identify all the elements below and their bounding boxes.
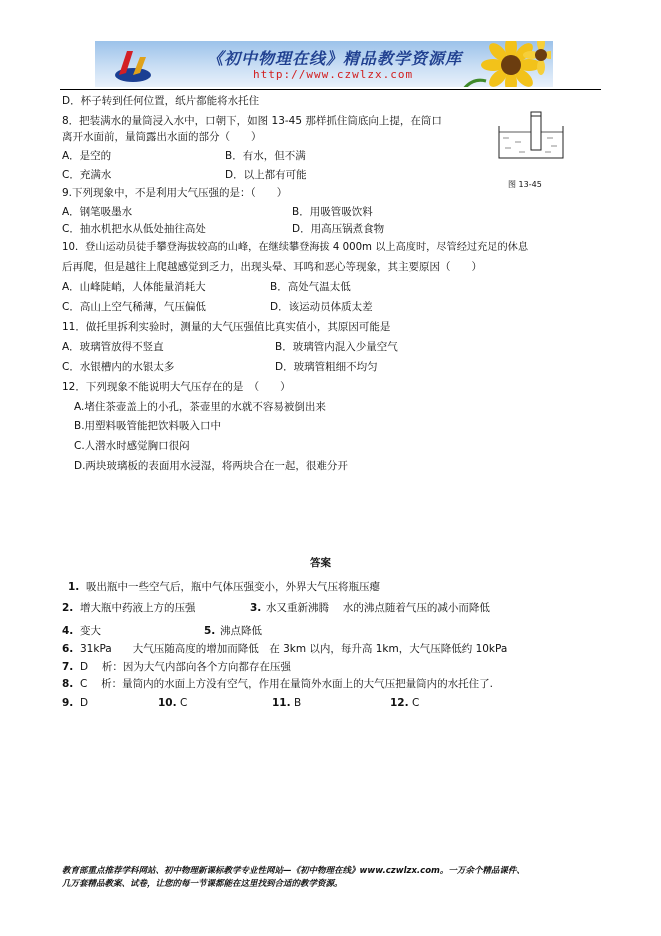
answer-3-number: 3.	[250, 602, 262, 614]
header-banner	[95, 41, 553, 87]
q9-option-d: D．用高压锅煮食物	[292, 223, 385, 235]
answer-1-number: 1.	[68, 581, 80, 593]
q10-stem-line1: 10．登山运动员徒手攀登海拔较高的山峰，在继续攀登海拔 4 000m 以上高度时，尽管经过充足的休息	[62, 242, 529, 253]
q11-option-c: C．水银槽内的水银太多	[62, 361, 175, 373]
site-logo-icon	[113, 47, 157, 85]
answer-12-number: 12.	[390, 697, 409, 709]
answer-9-text: D	[80, 697, 89, 709]
q12-option-d: D.两块玻璃板的表面用水浸湿，将两块合在一起，很难分开	[74, 460, 348, 472]
footer-line-2: 几万套精品教案、试卷，让您的每一节课都能在这里找到合适的教学资源。	[62, 879, 343, 889]
q9-option-c: C．抽水机把水从低处抽往高处	[62, 223, 206, 235]
answer-10-number: 10.	[158, 697, 177, 709]
figure-13-45-diagram	[497, 110, 567, 172]
q12-option-b: B.用塑料吸管能把饮料吸入口中	[74, 420, 222, 432]
q10-option-d: D．该运动员体质太差	[270, 301, 373, 313]
q10-option-c: C．高山上空气稀薄，气压偏低	[62, 301, 206, 313]
q12-stem: 12．下列现象不能说明大气压存在的是 （ ）	[62, 381, 291, 393]
q11-option-b: B．玻璃管内混入少量空气	[275, 341, 398, 353]
answer-2-text: 增大瓶中药液上方的压强	[80, 602, 196, 614]
answers-heading: 答案	[310, 557, 331, 569]
answer-10-text: C	[180, 697, 188, 709]
q9-option-b: B．用吸管吸饮料	[292, 206, 373, 218]
q12-option-a: A.堵住茶壶盖上的小孔，茶壶里的水就不容易被倒出来	[74, 401, 326, 413]
answer-5-text: 沸点降低	[220, 625, 262, 637]
answer-5-number: 5.	[204, 625, 216, 637]
q11-option-d: D．玻璃管粗细不均匀	[275, 361, 378, 373]
q10-option-a: A．山峰陡峭，人体能量消耗大	[62, 281, 206, 293]
q8-option-d: D．以上都有可能	[225, 169, 307, 181]
banner-slogan: 《初中物理在线》精品教学资源库	[207, 49, 463, 68]
answer-12-text: C	[412, 697, 420, 709]
answer-6-text: 31kPa 大气压随高度的增加而降低 在 3km 以内，每升高 1km，大气压降低约 10kPa	[80, 643, 508, 655]
sunflower-icon	[441, 41, 551, 87]
q10-option-b: B．高处气温太低	[270, 281, 351, 293]
banner-url[interactable]: http://www.czwlzx.com	[253, 68, 414, 81]
figure-caption: 图 13-45	[508, 180, 542, 189]
answer-2-number: 2.	[62, 602, 74, 614]
answer-4-text: 变大	[80, 625, 101, 637]
q11-option-a: A．玻璃管放得不竖直	[62, 341, 164, 353]
q7-option-d: D．杯子转到任何位置，纸片都能将水托住	[62, 95, 260, 107]
answer-1-text: 吸出瓶中一些空气后，瓶中气体压强变小，外界大气压将瓶压瘪	[86, 581, 380, 593]
q9-stem: 9.下列现象中，不是利用大气压强的是：（ ）	[62, 187, 288, 199]
q8-stem-line2: 离开水面前，量筒露出水面的部分（ ）	[62, 131, 262, 143]
q11-stem: 11．做托里拆利实验时，测量的大气压强值比真实值小，其原因可能是	[62, 321, 391, 333]
answer-9-number: 9.	[62, 697, 74, 709]
q8-stem-line1: 8．把装满水的量筒浸入水中，口朝下，如图 13-45 那样抓住筒底向上提，在筒口	[62, 115, 442, 127]
answer-6-number: 6.	[62, 643, 74, 655]
footer-line-1: 教育部重点推荐学科网站、初中物理新课标教学专业性网站—《初中物理在线》www.czwlzx.com。一万余个精品课件、	[62, 866, 525, 876]
header-rule	[60, 89, 601, 90]
answer-11-number: 11.	[272, 697, 291, 709]
q12-option-c: C.人潜水时感觉胸口很闷	[74, 440, 190, 452]
answer-8-number: 8.	[62, 678, 74, 690]
q8-option-c: C．充满水	[62, 169, 112, 181]
answer-3-text: 水又重新沸腾 水的沸点随着气压的减小而降低	[266, 602, 490, 614]
q9-option-a: A．钢笔吸墨水	[62, 206, 133, 218]
q10-stem-line2: 后再爬，但是越往上爬越感觉到乏力，出现头晕、耳鸣和恶心等现象，其主要原因（ ）	[62, 261, 482, 273]
answer-11-text: B	[294, 697, 302, 709]
answer-4-number: 4.	[62, 625, 74, 637]
q8-option-a: A．是空的	[62, 150, 112, 162]
answer-7-text: D 析：因为大气内部向各个方向都存在压强	[80, 661, 291, 673]
q8-option-b: B．有水，但不满	[225, 150, 306, 162]
answer-7-number: 7.	[62, 661, 74, 673]
answer-8-text: C 析：量筒内的水面上方没有空气，作用在量筒外水面上的大气压把量筒内的水托住了.	[80, 678, 494, 690]
